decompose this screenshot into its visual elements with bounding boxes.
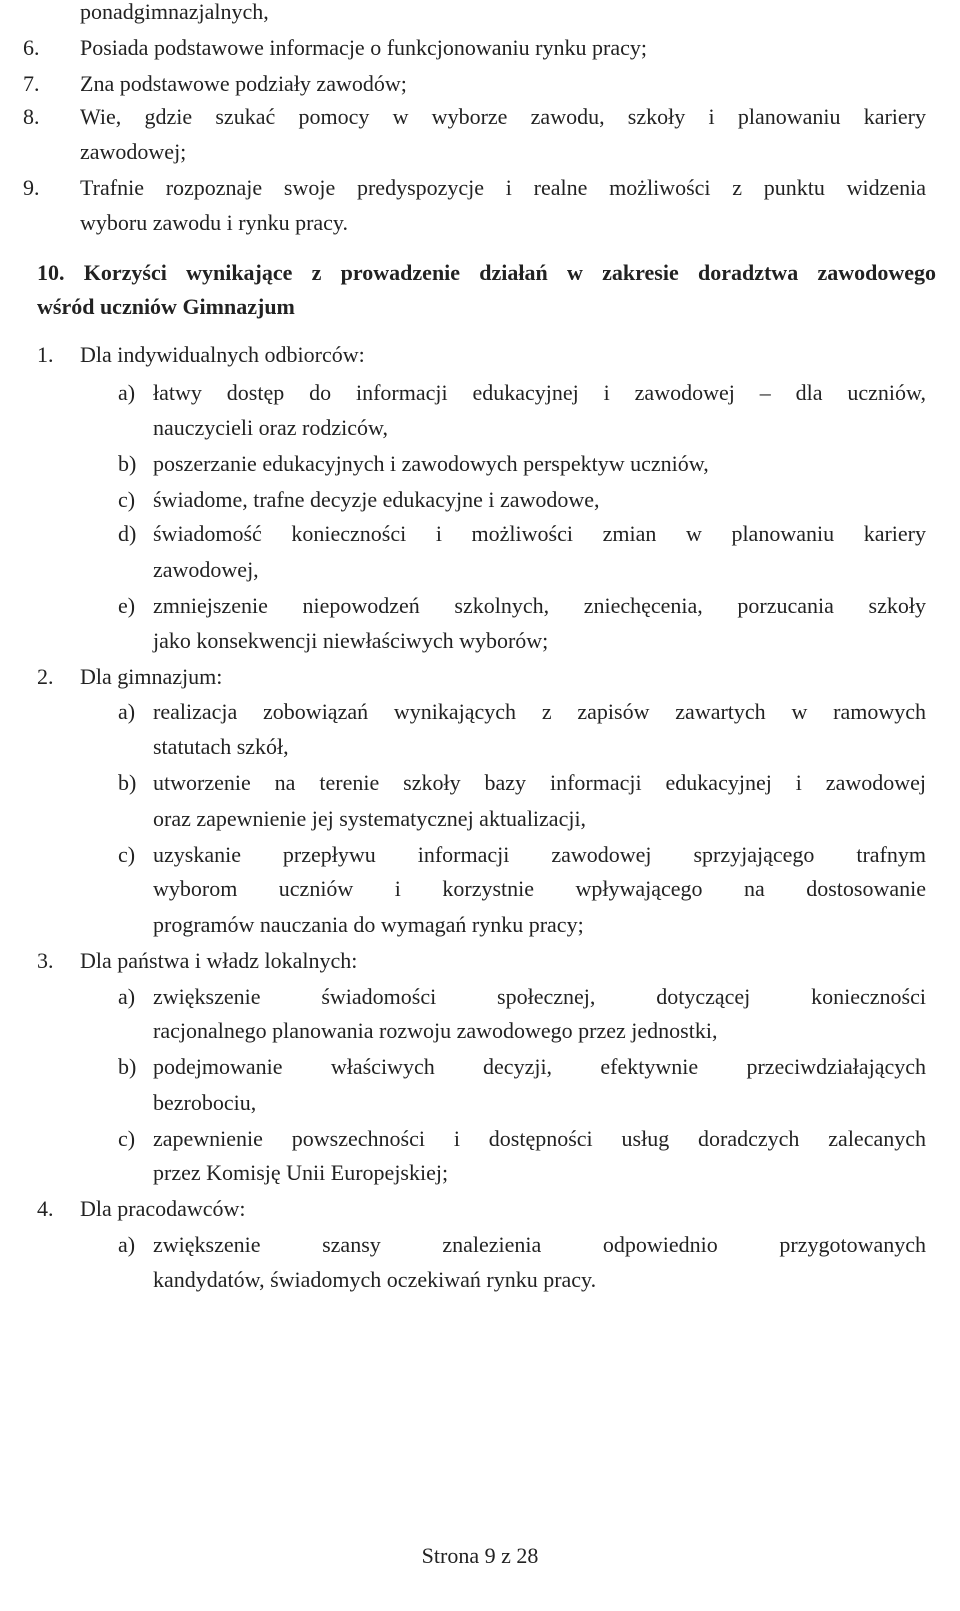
group-title: Dla pracodawców: <box>80 1196 246 1221</box>
group-number: 3. <box>37 948 54 973</box>
list-item: Wie, gdzie szukać pomocy w wyborze zawodu, szkoły i planowaniu kariery <box>80 104 926 129</box>
item-text-cont: statutach szkół, <box>153 734 289 759</box>
item-text: zmniejszenie niepowodzeń szkolnych, zniechęcenia, porzucania szkoły <box>153 593 926 618</box>
list-item: Posiada podstawowe informacje o funkcjonowaniu rynku pracy; <box>80 35 647 60</box>
group-title: Dla gimnazjum: <box>80 664 223 689</box>
item-text: świadome, trafne decyzje edukacyjne i zawodowe, <box>153 487 600 512</box>
item-text: utworzenie na terenie szkoły bazy informacji edukacyjnej i zawodowej <box>153 770 926 795</box>
item-letter: a) <box>118 380 136 405</box>
intro-line: ponadgimnazjalnych, <box>80 0 269 24</box>
item-text-cont: zawodowej, <box>153 557 259 582</box>
list-number: 8. <box>23 104 40 129</box>
item-text: uzyskanie przepływu informacji zawodowej sprzyjającego trafnym <box>153 842 926 867</box>
group-number: 4. <box>37 1196 54 1221</box>
item-letter: e) <box>118 593 136 618</box>
list-number: 6. <box>23 35 40 60</box>
item-text-cont: przez Komisję Unii Europejskiej; <box>153 1160 449 1185</box>
list-item: Zna podstawowe podziały zawodów; <box>80 71 407 96</box>
list-number: 9. <box>23 175 40 200</box>
group-title: Dla indywidualnych odbiorców: <box>80 342 365 367</box>
list-item: Trafnie rozpoznaje swoje predyspozycje i realne możliwości z punktu widzenia <box>80 175 926 200</box>
item-letter: b) <box>118 1054 137 1079</box>
item-text-cont: nauczycieli oraz rodziców, <box>153 415 388 440</box>
item-letter: a) <box>118 984 136 1009</box>
item-text: zwiększenie szansy znalezienia odpowiednio przygotowanych <box>153 1232 926 1257</box>
item-text: zapewnienie powszechności i dostępności usług doradczych zalecanych <box>153 1126 926 1151</box>
list-item-cont: wyboru zawodu i rynku pracy. <box>80 210 348 235</box>
section-heading: 10. Korzyści wynikające z prowadzenie działań w zakresie doradztwa zawodowego <box>37 260 936 285</box>
item-text-cont: kandydatów, świadomych oczekiwań rynku pracy. <box>153 1267 597 1292</box>
item-text: świadomość konieczności i możliwości zmian w planowaniu kariery <box>153 521 926 546</box>
item-text-cont: programów nauczania do wymagań rynku pracy; <box>153 912 584 937</box>
item-text-cont: racjonalnego planowania rozwoju zawodowego przez jednostki, <box>153 1018 718 1043</box>
group-number: 1. <box>37 342 54 367</box>
list-number: 7. <box>23 71 40 96</box>
item-letter: b) <box>118 451 137 476</box>
item-text-cont: wyborom uczniów i korzystnie wpływającego na dostosowanie <box>153 876 926 901</box>
item-text-cont: jako konsekwencji niewłaściwych wyborów; <box>153 628 549 653</box>
item-text: zwiększenie świadomości społecznej, dotyczącej konieczności <box>153 984 926 1009</box>
item-letter: a) <box>118 1232 136 1257</box>
item-letter: c) <box>118 1126 136 1151</box>
page-number-footer: Strona 9 z 28 <box>421 1543 539 1568</box>
item-letter: b) <box>118 770 137 795</box>
item-letter: d) <box>118 521 137 546</box>
item-letter: c) <box>118 487 136 512</box>
item-text-cont: bezrobociu, <box>153 1090 257 1115</box>
group-title: Dla państwa i władz lokalnych: <box>80 948 358 973</box>
item-text: realizacja zobowiązań wynikających z zapisów zawartych w ramowych <box>153 699 926 724</box>
item-text: łatwy dostęp do informacji edukacyjnej i zawodowej – dla uczniów, <box>153 380 926 405</box>
list-item-cont: zawodowej; <box>80 139 187 164</box>
item-letter: c) <box>118 842 136 867</box>
section-heading-cont: wśród uczniów Gimnazjum <box>37 294 295 319</box>
item-letter: a) <box>118 699 136 724</box>
item-text-cont: oraz zapewnienie jej systematycznej aktualizacji, <box>153 806 587 831</box>
group-number: 2. <box>37 664 54 689</box>
item-text: poszerzanie edukacyjnych i zawodowych perspektyw uczniów, <box>153 451 709 476</box>
item-text: podejmowanie właściwych decyzji, efektywnie przeciwdziałających <box>153 1054 926 1079</box>
